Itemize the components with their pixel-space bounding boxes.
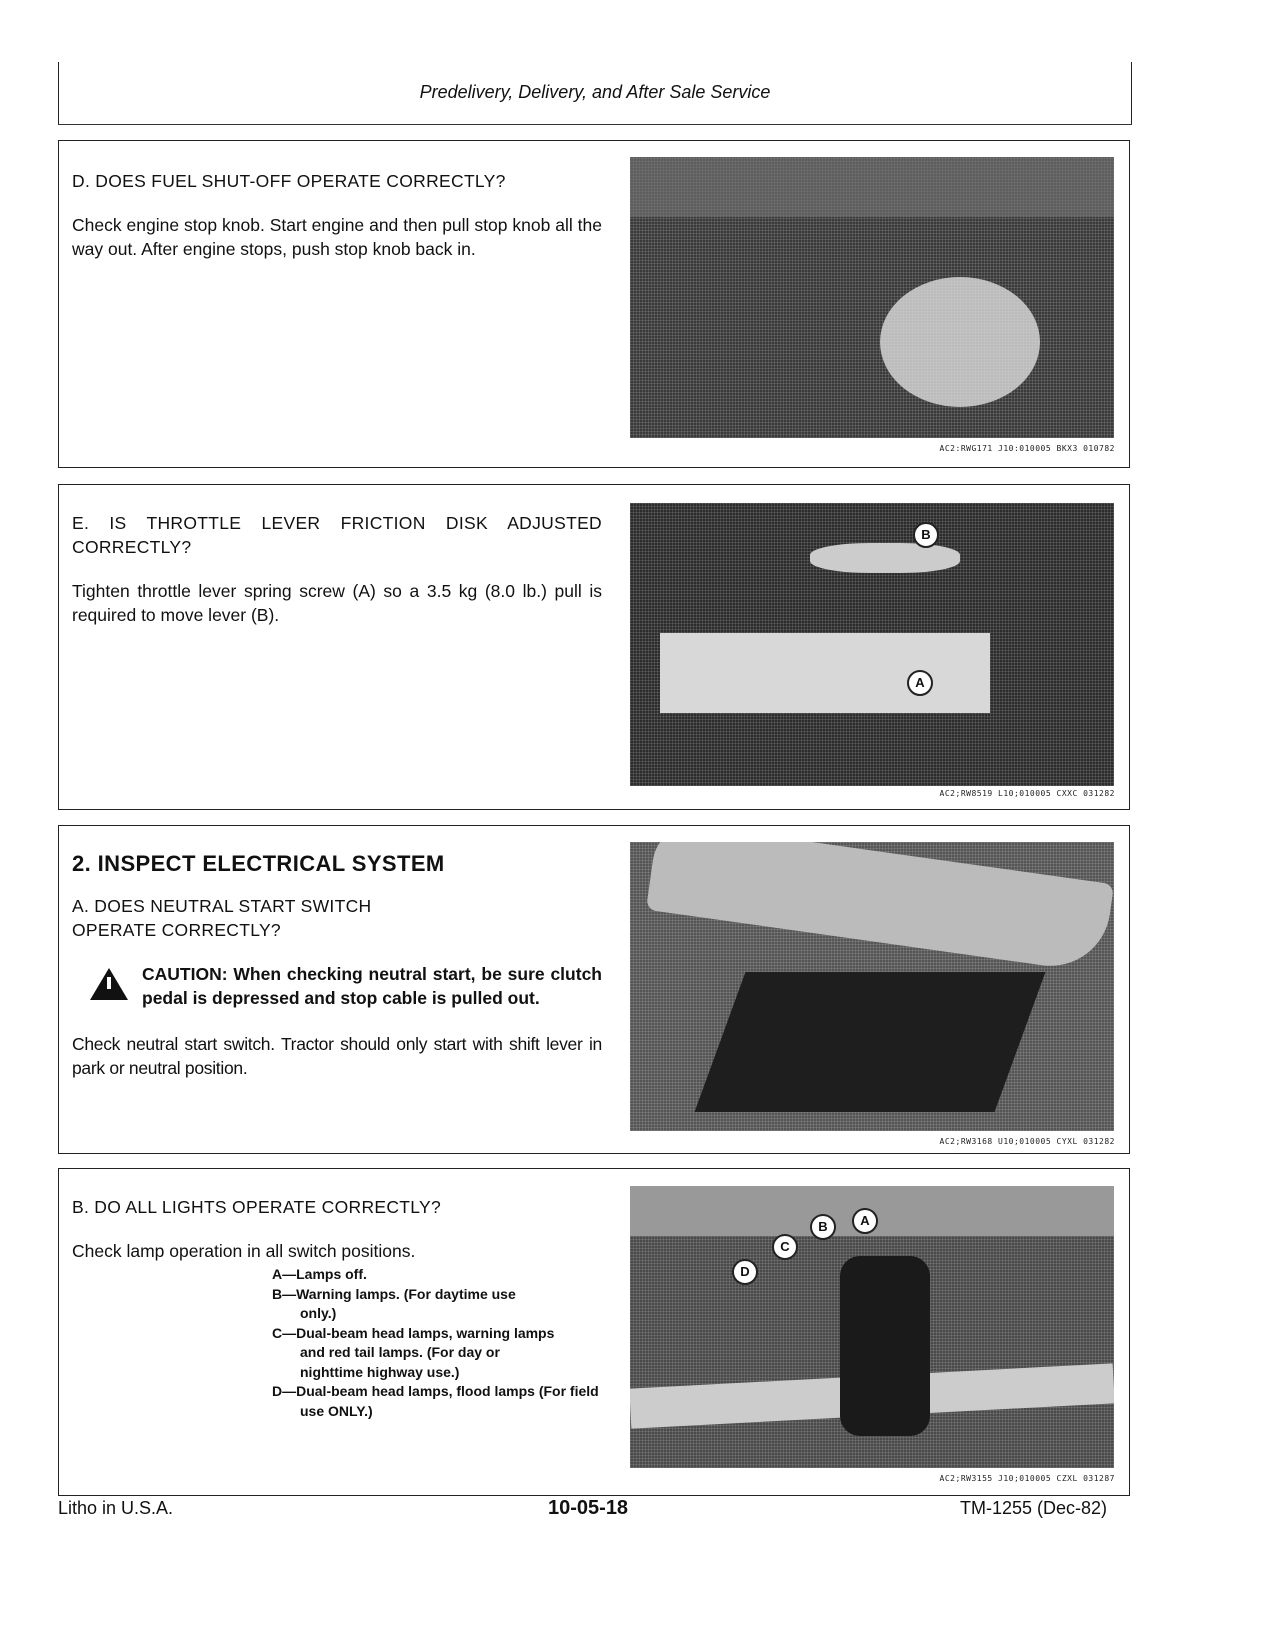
- section-fuel-shutoff: [58, 140, 1130, 468]
- instruction-text: Tighten throttle lever spring screw (A) so a 3.5 kg (8.0 lb.) pull is required to move lever (B).: [72, 581, 602, 625]
- light-switch-photo: [630, 1186, 1114, 1468]
- engine-stop-knob-photo: [630, 157, 1114, 438]
- instruction-text: Check lamp operation in all switch positions.: [72, 1241, 416, 1261]
- instruction-text: Check neutral start switch. Tractor should only start with shift lever in park or neutral position.: [72, 1034, 602, 1078]
- neutral-start-switch-photo: [630, 842, 1114, 1131]
- legend-item: B—Warning lamps. (For daytime use only.): [272, 1285, 516, 1321]
- caution-notice: [72, 962, 602, 1010]
- legend-item: D—Dual-beam head lamps, flood lamps (For field use ONLY.): [272, 1383, 599, 1419]
- question-heading: B. DO ALL LIGHTS OPERATE CORRECTLY?: [72, 1197, 442, 1217]
- question-heading: E. IS THROTTLE LEVER FRICTION DISK ADJUSTED CORRECTLY?: [72, 513, 602, 557]
- photo-caption: AC2;RW3155 J10;010005 CZXL 031287: [939, 1474, 1115, 1483]
- callout-d: D: [732, 1259, 758, 1285]
- instruction-text: Check engine stop knob. Start engine and then pull stop knob all the way out. After engine stops, push stop knob back in.: [72, 215, 602, 259]
- warning-triangle-icon: [90, 968, 128, 1000]
- header-divider: [58, 124, 1132, 125]
- callout-a: A: [852, 1208, 878, 1234]
- section-throttle-friction: [58, 484, 1130, 810]
- photo-caption: AC2;RW3168 U10;010005 CYXL 031282: [939, 1137, 1115, 1146]
- photo-caption: AC2;RW8519 L10;010005 CXXC 031282: [939, 789, 1115, 798]
- page-number: 10-05-18: [548, 1497, 629, 1519]
- caution-text: CAUTION: When checking neutral start, be sure clutch pedal is depressed and stop cable is pulled out.: [142, 964, 602, 1008]
- running-head: Predelivery, Delivery, and After Sale Service: [419, 82, 771, 102]
- callout-b: B: [810, 1214, 836, 1240]
- switch-position-legend: [272, 1265, 605, 1421]
- callout-c: C: [772, 1234, 798, 1260]
- section-heading: 2. INSPECT ELECTRICAL SYSTEM: [72, 851, 445, 876]
- question-heading: A. DOES NEUTRAL START SWITCH OPERATE CORRECTLY?: [72, 896, 372, 940]
- legend-item: C—Dual-beam head lamps, warning lamps and red tail lamps. (For day or nighttime highway use.): [272, 1324, 555, 1380]
- callout-a: A: [907, 670, 933, 696]
- footer-litho: Litho in U.S.A.: [58, 1498, 174, 1518]
- footer-manual-id: TM-1255 (Dec-82): [960, 1498, 1108, 1518]
- legend-item: A—Lamps off.: [272, 1266, 367, 1282]
- section-neutral-start: [58, 825, 1130, 1154]
- photo-caption: AC2:RWG171 J10:010005 BKX3 010782: [939, 444, 1115, 453]
- question-heading: D. DOES FUEL SHUT-OFF OPERATE CORRECTLY?: [72, 171, 506, 191]
- throttle-lever-photo: [630, 503, 1114, 786]
- callout-b: B: [913, 522, 939, 548]
